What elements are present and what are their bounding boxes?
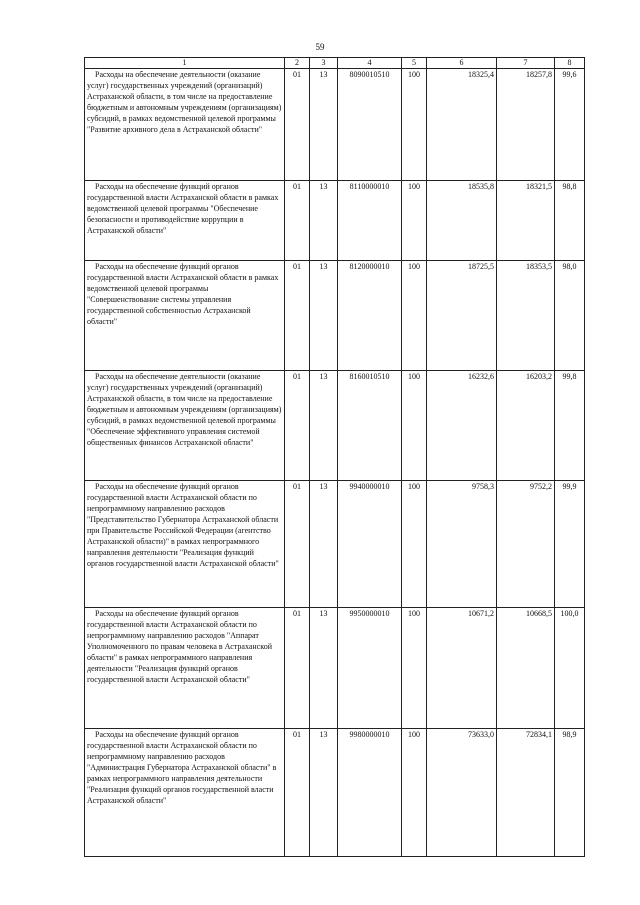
row-planned: 16232,6 (427, 371, 497, 481)
row-planned: 18725,5 (427, 261, 497, 371)
row-target-code: 8160010510 (338, 371, 402, 481)
row-subsection: 13 (310, 371, 338, 481)
table-row (85, 261, 585, 371)
row-expense-type: 100 (402, 69, 427, 181)
row-target-code: 9980000010 (338, 729, 402, 857)
column-header: 1 (85, 58, 285, 69)
row-expense-type: 100 (402, 371, 427, 481)
row-expense-type: 100 (402, 608, 427, 729)
row-percent: 98,9 (555, 729, 585, 857)
row-actual: 18321,5 (497, 181, 555, 261)
row-description: Расходы на обеспечение функций органов государственной власти Астраханской области в рамках ведомственной целевой программы "Обеспечение безопасности и противодействие коррупции в Астраханской области" (85, 181, 285, 261)
row-description: Расходы на обеспечение деятельности (оказание услуг) государственных учреждений (организаций) Астраханской области, в том числе на предоставление бюджетным и автономным учреждениям (организациям) субсидий, в рамках ведомственной целевой программы "Обеспечение эффективного управления системой общественных финансов Астраханской области" (85, 371, 285, 481)
row-actual: 18257,8 (497, 69, 555, 181)
row-subsection: 13 (310, 729, 338, 857)
column-header: 8 (555, 58, 585, 69)
row-target-code: 8090010510 (338, 69, 402, 181)
column-header: 6 (427, 58, 497, 69)
table-row (85, 608, 585, 729)
table-row (85, 481, 585, 608)
column-header: 7 (497, 58, 555, 69)
row-target-code: 8120000010 (338, 261, 402, 371)
budget-table (84, 57, 585, 857)
row-percent: 99,6 (555, 69, 585, 181)
row-expense-type: 100 (402, 261, 427, 371)
row-planned: 18325,4 (427, 69, 497, 181)
row-planned: 10671,2 (427, 608, 497, 729)
row-expense-type: 100 (402, 481, 427, 608)
header-row (85, 58, 585, 69)
row-subsection: 13 (310, 481, 338, 608)
row-percent: 98,8 (555, 181, 585, 261)
table-row (85, 729, 585, 857)
row-subsection: 13 (310, 261, 338, 371)
table-row (85, 69, 585, 181)
row-actual: 16203,2 (497, 371, 555, 481)
row-subsection: 13 (310, 69, 338, 181)
row-expense-type: 100 (402, 729, 427, 857)
row-subsection: 13 (310, 608, 338, 729)
row-percent: 98,0 (555, 261, 585, 371)
row-target-code: 9940000010 (338, 481, 402, 608)
table-row (85, 181, 585, 261)
row-planned: 73633,0 (427, 729, 497, 857)
row-planned: 18535,8 (427, 181, 497, 261)
column-header: 5 (402, 58, 427, 69)
row-section: 01 (285, 481, 310, 608)
row-description: Расходы на обеспечение функций органов государственной власти Астраханской области по непрограммному направлению расходов "Аппарат Уполномоченного по правам человека в Астраханской области" в рамках непрограммного направления деятельности "Реализация функций органов государственной власти Астраханской области" (85, 608, 285, 729)
row-section: 01 (285, 181, 310, 261)
column-header: 2 (285, 58, 310, 69)
row-actual: 10668,5 (497, 608, 555, 729)
row-target-code: 9950000010 (338, 608, 402, 729)
row-subsection: 13 (310, 181, 338, 261)
row-section: 01 (285, 608, 310, 729)
row-description: Расходы на обеспечение функций органов государственной власти Астраханской области в рамках ведомственной целевой программы "Совершенствование системы управления государственной собственностью Астраханской области" (85, 261, 285, 371)
row-section: 01 (285, 729, 310, 857)
column-header: 3 (310, 58, 338, 69)
table-row (85, 371, 585, 481)
row-section: 01 (285, 261, 310, 371)
page-number: 59 (315, 42, 325, 52)
row-actual: 9752,2 (497, 481, 555, 608)
row-description: Расходы на обеспечение функций органов государственной власти Астраханской области по непрограммному направлению расходов "Представительство Губернатора Астраханской области при Правительстве Российской Федерации (агентство Астраханской области)" в рамках непрограммного направления деятельности "Реализация функций органов государственной власти Астраханской области" (85, 481, 285, 608)
row-percent: 100,0 (555, 608, 585, 729)
row-section: 01 (285, 69, 310, 181)
row-percent: 99,8 (555, 371, 585, 481)
row-expense-type: 100 (402, 181, 427, 261)
row-description: Расходы на обеспечение деятельности (оказание услуг) государственных учреждений (организаций) Астраханской области, в том числе на предоставление бюджетным и автономным учреждениям (организациям) субсидий, в рамках ведомственной целевой программы "Развитие архивного дела в Астраханской области" (85, 69, 285, 181)
row-section: 01 (285, 371, 310, 481)
row-description: Расходы на обеспечение функций органов государственной власти Астраханской области по непрограммному направлению расходов "Администрация Губернатора Астраханской области" в рамках непрограммного направления деятельности "Реализация функций органов государственной власти Астраханской области" (85, 729, 285, 857)
column-header: 4 (338, 58, 402, 69)
row-planned: 9758,3 (427, 481, 497, 608)
row-actual: 18353,5 (497, 261, 555, 371)
row-target-code: 8110000010 (338, 181, 402, 261)
row-actual: 72834,1 (497, 729, 555, 857)
row-percent: 99,9 (555, 481, 585, 608)
